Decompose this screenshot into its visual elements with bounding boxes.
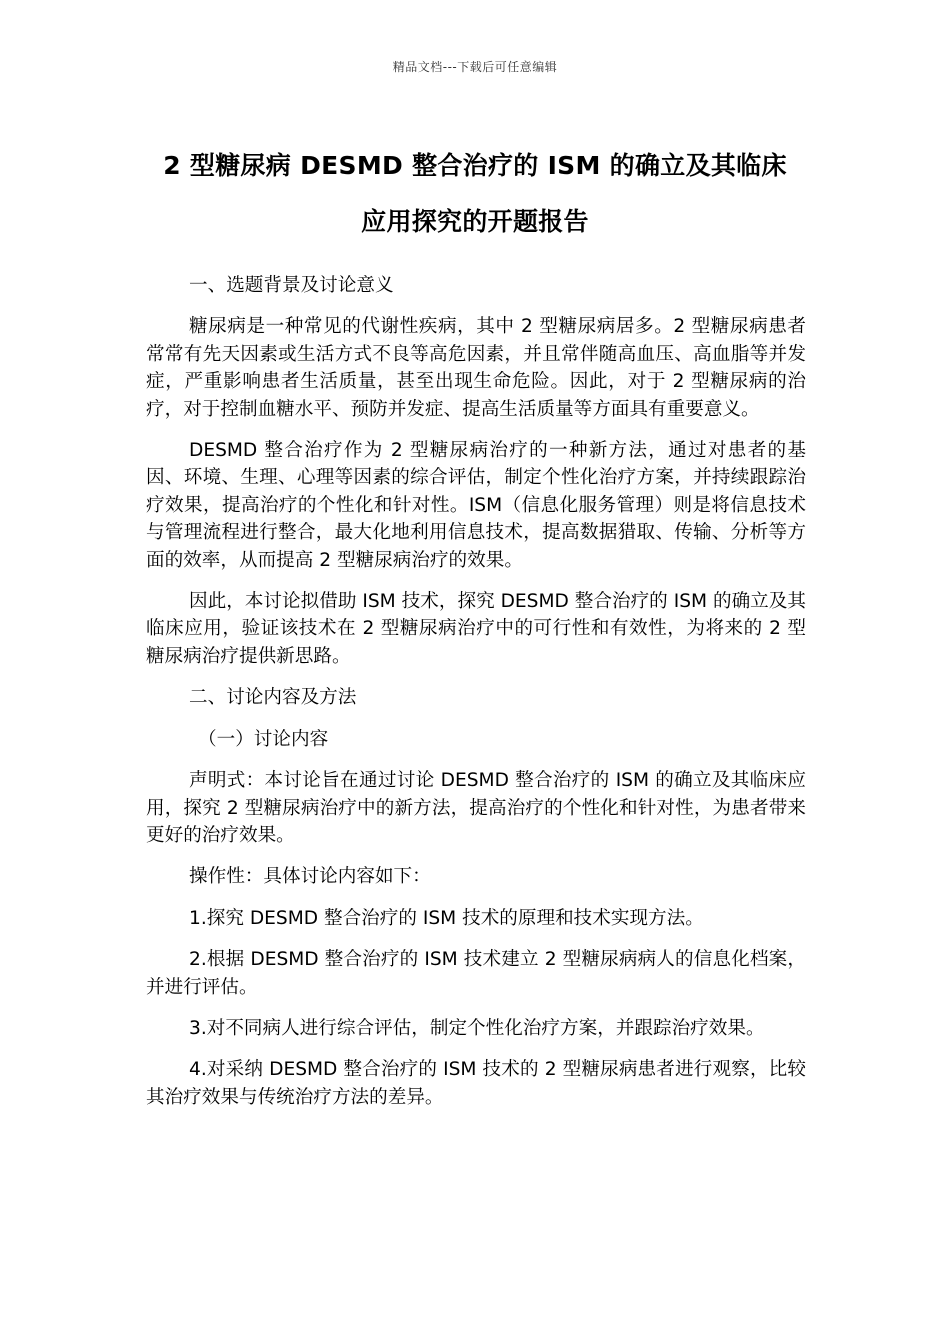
list-item-3: 3.对不同病人进行综合评估，制定个性化治疗方案，并跟踪治疗效果。	[189, 1017, 765, 1039]
page-header-note: 精品文档---下载后可任意编辑	[392, 60, 558, 74]
document-body	[146, 272, 806, 1125]
title-line-1: 2 型糖尿病 DESMD 整合治疗的 ISM 的确立及其临床	[163, 151, 787, 180]
list-item-1: 1.探究 DESMD 整合治疗的 ISM 技术的原理和技术实现方法。	[189, 907, 704, 929]
section-2-paragraph-1: 声明式：本讨论旨在通过讨论 DESMD 整合治疗的 ISM 的确立及其临床应用，探究 2 型糖尿病治疗中的新方法，提高治疗的个性化和针对性，为患者带来更好的治疗效果。	[146, 770, 806, 846]
title-line-2: 应用探究的开题报告	[361, 207, 589, 236]
section-1-paragraph-2: DESMD 整合治疗作为 2 型糖尿病治疗的一种新方法，通过对患者的基因、环境、生理、心理等因素的综合评估，制定个性化治疗方案，并持续跟踪治疗效果，提高治疗的个性化和针对性。ISM（信息化服务管理）则是将信息技术与管理流程进行整合，最大化地利用信息技术，提高数据猎取、传输、分析等方面的效率，从而提高 2 型糖尿病治疗的效果。	[146, 440, 806, 571]
section-2-heading: 二、讨论内容及方法	[189, 687, 357, 709]
document-title	[120, 138, 830, 250]
section-2-paragraph-2: 操作性：具体讨论内容如下：	[189, 866, 431, 888]
section-2-subheading-1: （一）讨论内容	[198, 728, 329, 750]
section-1-heading: 一、选题背景及讨论意义	[189, 275, 394, 296]
section-1-paragraph-3: 因此，本讨论拟借助 ISM 技术，探究 DESMD 整合治疗的 ISM 的确立及其临床应用，验证该技术在 2 型糖尿病治疗中的可行性和有效性，为将来的 2 型糖尿病治疗提供新思路。	[146, 591, 806, 667]
list-item-2: 2.根据 DESMD 整合治疗的 ISM 技术建立 2 型糖尿病病人的信息化档案，并进行评估。	[146, 949, 806, 998]
section-1-paragraph-1: 糖尿病是一种常见的代谢性疾病，其中 2 型糖尿病居多。2 型糖尿病患者常常有先天因素或生活方式不良等高危因素，并且常伴随高血压、高血脂等并发症，严重影响患者生活质量，甚至出现生命危险。因此，对于 2 型糖尿病的治疗，对于控制血糖水平、预防并发症、提高生活质量等方面具有重要意义。	[146, 316, 806, 420]
list-item-4: 4.对采纳 DESMD 整合治疗的 ISM 技术的 2 型糖尿病患者进行观察，比较其治疗效果与传统治疗方法的差异。	[146, 1059, 806, 1108]
